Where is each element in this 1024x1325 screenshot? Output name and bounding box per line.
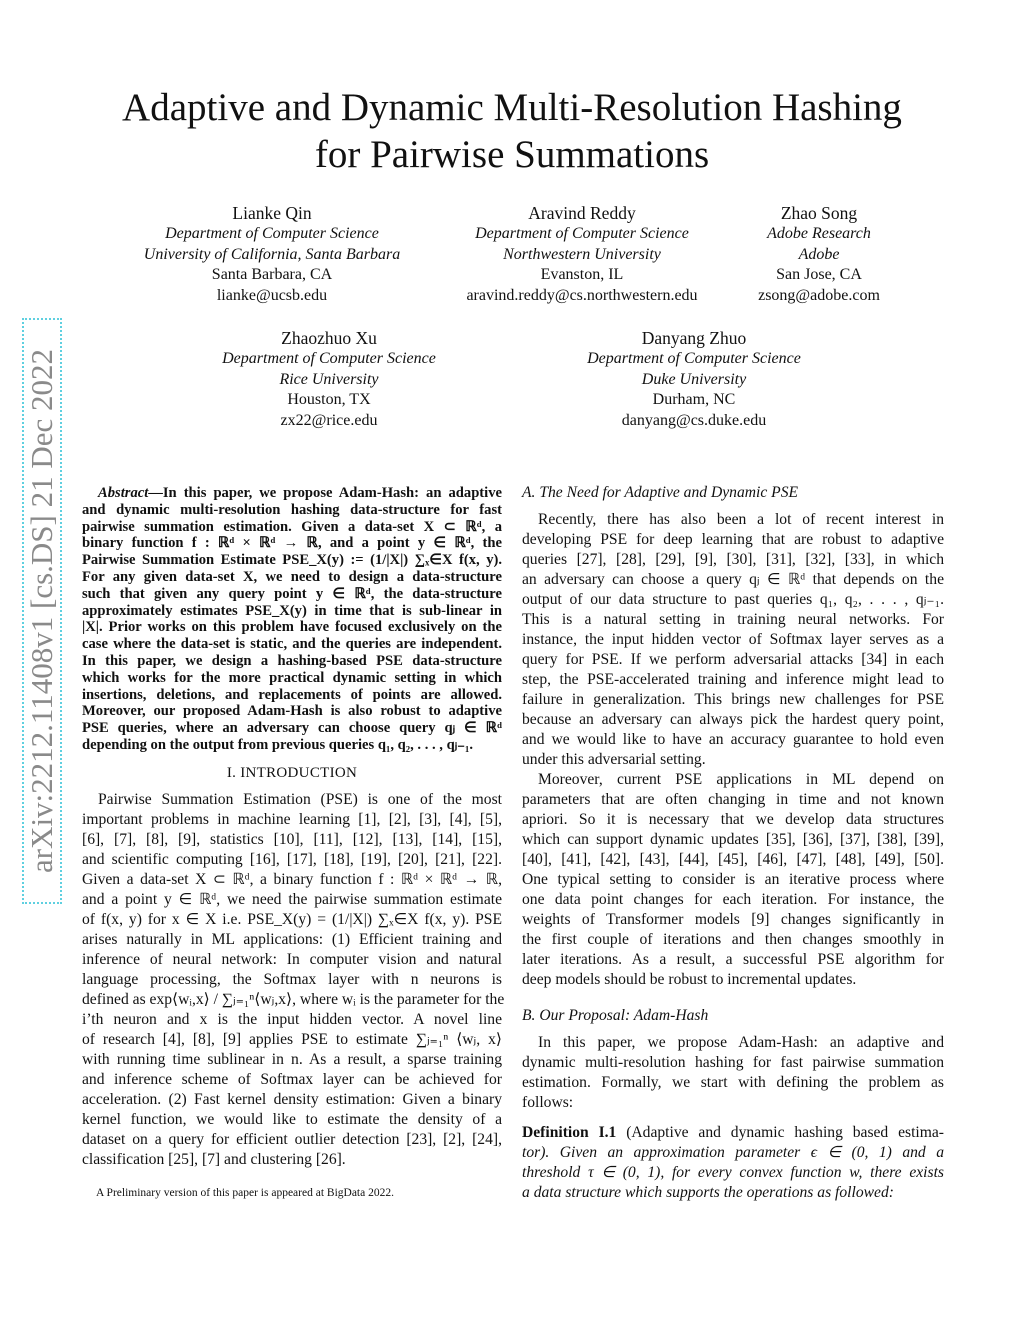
text-line: acceleration. (2) Fast kernel density estimation: Given a binary [82, 1091, 502, 1108]
abstract-line: approximately estimates PSE_X(y) in time that is sub-linear in [82, 602, 502, 619]
text-line: important problems in machine learning [1], [2], [3], [4], [5], [82, 811, 502, 828]
abstract-line: Pairwise Summation Estimate PSE_X(y) := (1/|X|) ∑ₓ∈X f(x, y). [82, 552, 502, 569]
text-line: estimation. Formally, we start with defining the problem as [522, 1074, 944, 1091]
author-org: Duke University [641, 370, 747, 388]
abstract-line: insertions, deletions, and replacements of points are allowed. [82, 686, 502, 703]
introduction-paragraph [82, 790, 505, 1170]
text-line: [6], [7], [8], [9], statistics [10], [11], [12], [13], [14], [15], [82, 831, 502, 848]
text-line: Recently, there has also been a lot of recent interest in [538, 511, 944, 528]
author-dept: Department of Computer Science [587, 350, 801, 367]
section-b-paragraph [522, 1033, 944, 1113]
author-block [619, 202, 1019, 306]
text-line: later iterations. As a result, a successful PSE algorithm for [522, 951, 944, 968]
definition-line: threshold τ ∈ (0, 1), for every convex function w, there exists [522, 1164, 944, 1181]
abstract-line: For any given data-set X, we need to design a data-structure [82, 568, 502, 585]
text-line: and a point y ∈ ℝᵈ, we need the pairwise summation estimate [82, 891, 502, 908]
author-loc: San Jose, CA [776, 266, 862, 284]
author-block [129, 327, 529, 431]
footnote: A Preliminary version of this paper is appeared at BigData 2022. [96, 1187, 394, 1199]
text-line: an adversary can choose a query qⱼ ∈ ℝᵈ that depends on the [522, 571, 944, 588]
paper-title [0, 84, 1024, 178]
author-name: Danyang Zhuo [641, 328, 747, 348]
author-email[interactable]: danyang@cs.duke.edu [621, 411, 767, 429]
text-line: of research [4], [8], [9] applies PSE to estimate ∑ⱼ₌₁ⁿ ⟨wⱼ, x⟩ [82, 1031, 502, 1048]
author-dept: Department of Computer Science [165, 225, 379, 242]
text-line: weights of Transformer models [9] changes significantly in [522, 911, 944, 928]
author-dept: Department of Computer Science [475, 225, 689, 242]
text-line: output of our data structure to past queries q₁, q₂, . . . , qⱼ₋₁. [522, 591, 944, 608]
text-line: under this adversarial setting. [522, 751, 706, 768]
abstract-line: case where the data-set is static, and the queries are independent. [82, 636, 502, 653]
text-line: parameters that are often changing in time and not known [522, 791, 944, 808]
definition-block [522, 1123, 944, 1203]
author-name: Lianke Qin [232, 203, 312, 223]
definition-line: a data structure which supports the operations as followed: [522, 1184, 894, 1201]
subsection-heading-a: A. The Need for Adaptive and Dynamic PSE [522, 484, 799, 501]
text-line: developing PSE for deep learning that are robust to adaptive [522, 531, 944, 548]
text-line: arises naturally in ML applications: (1) Efficient training and [82, 931, 502, 948]
abstract-line: and dynamic multi-resolution hashing data-structure for fast [82, 501, 502, 518]
author-org: Rice University [279, 370, 379, 388]
abstract-line: In this paper, we design a hashing-based PSE data-structure [82, 652, 502, 669]
subsection-heading-b: B. Our Proposal: Adam-Hash [522, 1007, 709, 1024]
abstract-line: PSE queries, where an adversary can choose query qⱼ ∈ ℝᵈ [82, 720, 502, 737]
author-name: Zhao Song [780, 203, 858, 223]
author-org: Northwestern University [503, 245, 661, 263]
text-line: [40], [41], [42], [43], [44], [45], [46], [47], [48], [49], [50]. [522, 851, 944, 868]
text-line: instance, the input hidden vector of Softmax layer serves as a [522, 631, 944, 648]
text-line: the first couple of iterations and then changes smoothly in [522, 931, 944, 948]
abstract-text: —In this paper, we propose Adam-Hash: an adaptive [148, 485, 502, 501]
abstract-line: |X|. Prior works on this problem have focused exclusively on the [82, 619, 502, 636]
abstract-label: Abstract [98, 485, 149, 501]
author-email[interactable]: aravind.reddy@cs.northwestern.edu [466, 286, 698, 304]
definition-line [522, 1123, 944, 1143]
abstract-line: binary function f : ℝᵈ × ℝᵈ → ℝ, and a point y ∈ ℝᵈ, the [82, 535, 502, 552]
author-loc: Santa Barbara, CA [211, 266, 333, 284]
text-line: follows: [522, 1094, 574, 1111]
text-line: deep models should be robust to incremental updates. [522, 971, 857, 988]
author-dept: Adobe Research [767, 225, 871, 242]
text-line: This is a natural setting in training neural networks. For [522, 611, 944, 628]
definition-text: (Adaptive and dynamic hashing based estima- [616, 1124, 944, 1141]
author-name: Aravind Reddy [528, 203, 636, 223]
author-email[interactable]: zx22@rice.edu [280, 411, 378, 429]
abstract-line: which works for the more practical dynamic setting in which [82, 669, 502, 686]
title-line: for Pairwise Summations [314, 133, 710, 176]
abstract-line: depending on the output from previous queries q₁, q₂, . . . , qⱼ₋₁. [82, 736, 473, 753]
section-heading-introduction: I. INTRODUCTION [226, 765, 358, 781]
text-line: Given a data-set X ⊂ ℝᵈ, a binary function f : ℝᵈ × ℝᵈ → ℝ, [82, 871, 502, 888]
text-line: query for PSE. If we perform adversarial attacks [34] in each [522, 651, 944, 668]
text-line: In this paper, we propose Adam-Hash: an adaptive and [538, 1034, 944, 1051]
text-line: dataset on a query for efficient outlier detection [23], [2], [24], [82, 1131, 502, 1148]
author-block [494, 327, 894, 431]
text-line: inference of neural network: In computer vision and natural [82, 951, 502, 968]
text-line: kernel function, we would like to estimate the density of a [82, 1111, 502, 1128]
text-line: Moreover, current PSE applications in ML depend on [538, 771, 944, 788]
text-line: which can support dynamic updates [35], [36], [37], [38], [39], [522, 831, 944, 848]
author-email[interactable]: lianke@ucsb.edu [216, 286, 328, 304]
author-org: University of California, Santa Barbara [143, 245, 401, 263]
text-line: with running time sublinear in n. As a result, a sparse training [82, 1051, 502, 1068]
text-line: apriori. So it is necessary that we develop data structures [522, 811, 944, 828]
author-dept: Department of Computer Science [222, 350, 436, 367]
arxiv-id: arXiv:2212.11408v1 [cs.DS] 21 Dec 2022 [24, 348, 59, 874]
author-loc: Durham, NC [652, 391, 736, 409]
title-line: Adaptive and Dynamic Multi-Resolution Hashing [122, 86, 902, 129]
author-org: Adobe [798, 245, 840, 263]
text-line: queries [27], [28], [29], [9], [30], [31], [32], [33], in which [522, 551, 944, 568]
text-line: i’th neuron and x is the input hidden vector. A novel line [82, 1011, 502, 1028]
section-a-paragraph-2 [522, 770, 944, 990]
abstract-line: Moreover, our proposed Adam-Hash is also robust to adaptive [82, 703, 502, 720]
definition-line: tor). Given an approximation parameter ϵ ∈ (0, 1) and a [522, 1144, 944, 1161]
abstract-line: pairwise summation estimation. Given a data-set X ⊂ ℝᵈ, a [82, 518, 502, 535]
text-line: of f(x, y) for x ∈ X i.e. PSE_X(y) = (1/|X|) ∑ₓ∈X f(x, y). PSE [82, 911, 502, 928]
abstract-line [82, 485, 502, 502]
abstract [82, 485, 502, 754]
author-name: Zhaozhuo Xu [281, 328, 377, 348]
text-line: classification [25], [7] and clustering [26]. [82, 1151, 346, 1168]
author-email[interactable]: zsong@adobe.com [758, 286, 880, 304]
text-line: Pairwise Summation Estimation (PSE) is one of the most [98, 791, 502, 808]
text-line: step, the PSE-accelerated training and inference might lead to [522, 671, 944, 688]
abstract-line: such that given any query point y ∈ ℝᵈ, the data-structure [82, 585, 502, 602]
arxiv-sidebar-stamp[interactable] [22, 318, 62, 904]
text-line: and scientific computing [16], [17], [18], [19], [20], [21], [22]. [82, 851, 502, 868]
text-line: One typical setting to consider is an iterative process where [522, 871, 944, 888]
text-line: one data point changes for each iteration. For instance, the [522, 891, 944, 908]
section-a-paragraph-1 [522, 510, 944, 770]
definition-label: Definition I.1 [522, 1124, 617, 1141]
text-line: language processing, the Softmax layer with n neurons is [82, 971, 502, 988]
text-line: and inference scheme of Softmax layer can be achieved for [82, 1071, 502, 1088]
text-line: dynamic multi-resolution hashing for fast pairwise summation [522, 1054, 944, 1071]
author-loc: Evanston, IL [540, 266, 624, 284]
text-line: because an adversary can always pick the hardest query point, [522, 711, 944, 728]
text-line: defined as exp⟨wᵢ,x⟩ / ∑ⱼ₌₁ⁿ⟨wⱼ,x⟩, where wᵢ is the parameter for the [82, 991, 505, 1008]
author-loc: Houston, TX [287, 391, 371, 409]
text-line: and we would like to have an accuracy guarantee to hold even [522, 731, 944, 748]
text-line: failure in generalization. This brings new challenges for PSE [522, 691, 944, 708]
